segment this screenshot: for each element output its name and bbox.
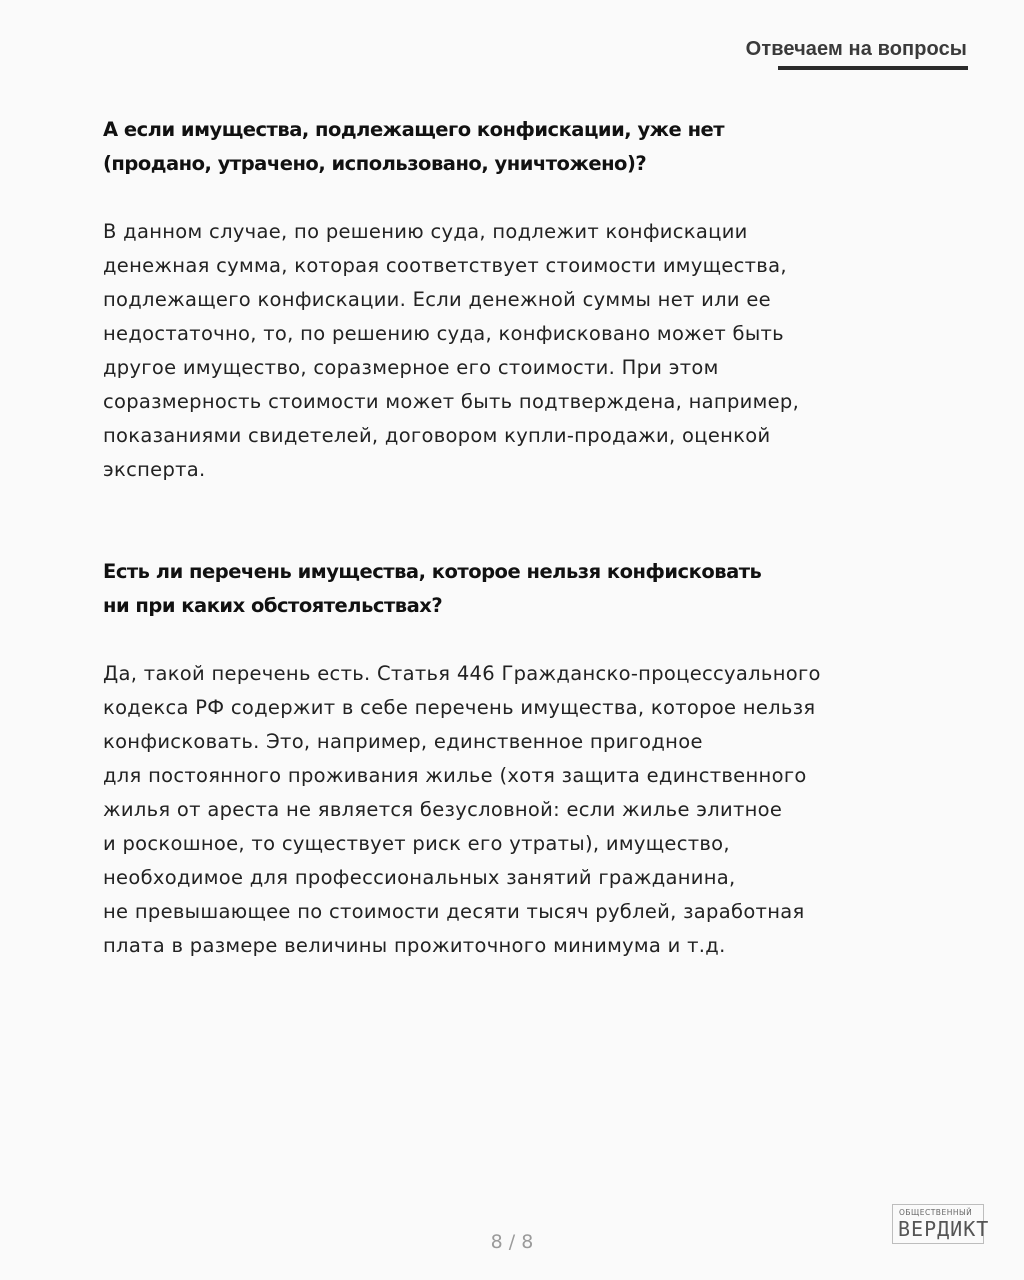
question-heading: Есть ли перечень имущества, которое нельзя конфисковать ни при каких обстоятельствах? bbox=[103, 560, 762, 617]
section-tag: Отвечаем на вопросы bbox=[745, 38, 967, 60]
answer-paragraph: В данном случае, по решению суда, подлежит конфискации денежная сумма, которая соответствует стоимости имущества, подлежащего конфискации. Если денежной суммы нет или ее недостаточно, то, по решению суда, конфисковано может быть другое имущество, соразмерное его стоимости. При этом соразмерность стоимости может быть подтверждена, например, показаниями свидетелей, договором купли-продажи, оценкой эксперта. bbox=[103, 220, 800, 481]
article-content bbox=[103, 113, 883, 963]
logo-subtitle: ОБЩЕСТВЕННЫЙ bbox=[899, 1208, 973, 1217]
logo-title: ВЕРДИКТ bbox=[898, 1217, 990, 1241]
page-counter: 8 / 8 bbox=[490, 1231, 534, 1253]
brand-logo bbox=[892, 1204, 990, 1244]
section-tag-underline bbox=[778, 66, 968, 70]
answer-paragraph: Да, такой перечень есть. Статья 446 Гражданско-процессуального кодекса РФ содержит в себе перечень имущества, которое нельзя конфисковать. Это, например, единственное пригодное для постоянного проживания жилье (хотя защита единственного жилья от ареста не является безусловной: если жилье элитное и роскошное, то существует риск его утраты), имущество, необходимое для профессиональных занятий гражданина, не превышающее по стоимости десяти тысяч рублей, заработная плата в размере величины прожиточного минимума и т.д. bbox=[103, 662, 821, 957]
question-heading: А если имущества, подлежащего конфискации, уже нет (продано, утрачено, использовано, уничтожено)? bbox=[103, 118, 725, 175]
